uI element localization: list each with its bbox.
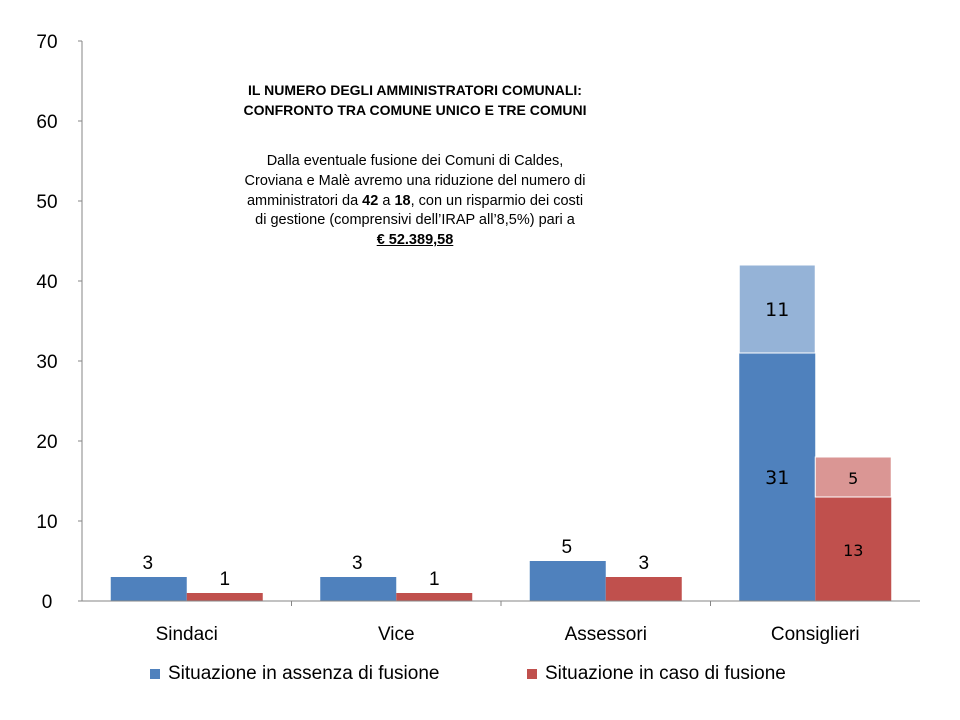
y-tick-label: 70: [36, 32, 58, 53]
bar: [606, 577, 682, 601]
x-tick-label: Vice: [377, 624, 415, 645]
annotation-title-line-1: IL NUMERO DEGLI AMMINISTRATORI COMUNALI:: [248, 82, 582, 98]
data-label: 1: [219, 569, 231, 590]
x-tick-label: Sindaci: [155, 624, 218, 645]
x-axis: [82, 601, 920, 645]
bar: [530, 561, 606, 601]
legend-item-no-fusion: [150, 663, 439, 685]
y-tick-label: 0: [41, 592, 53, 613]
y-tick-label: 50: [36, 192, 58, 213]
y-tick-label: 20: [36, 432, 58, 453]
data-label: 5: [848, 469, 859, 488]
x-tick-label: Assessori: [564, 624, 647, 645]
annotation-value-after: 18: [394, 192, 411, 209]
data-label: 3: [142, 553, 154, 574]
legend-swatch-red: [527, 669, 537, 679]
legend-swatch-blue: [150, 669, 160, 679]
bar: [320, 577, 396, 601]
y-tick-label: 30: [36, 352, 58, 373]
x-tick-label: Consiglieri: [770, 624, 860, 645]
bars: [111, 265, 892, 601]
data-label: 5: [561, 537, 573, 558]
annotation-savings-amount: € 52.389,58: [376, 232, 454, 249]
y-tick-label: 60: [36, 112, 58, 133]
chart-legend: [0, 660, 960, 688]
y-tick-label: 10: [36, 512, 58, 533]
annotation-body-line-2: Croviana e Malè avremo una riduzione del numero di: [244, 172, 586, 189]
data-label: 3: [638, 553, 650, 574]
data-label: 1: [428, 569, 440, 590]
chart-annotation-title: [150, 80, 680, 120]
y-tick-label: 40: [36, 272, 58, 293]
data-label: 13: [843, 541, 864, 560]
data-label: 3: [351, 553, 363, 574]
y-axis: [36, 32, 82, 613]
annotation-title-line-2: CONFRONTO TRA COMUNE UNICO E TRE COMUNI: [243, 102, 587, 118]
annotation-body-line-3: [150, 192, 680, 212]
annotation-text: a: [378, 192, 395, 209]
annotation-body-line-1: Dalla eventuale fusione dei Comuni di Caldes,: [266, 153, 564, 169]
legend-label: Situazione in caso di fusione: [545, 663, 786, 684]
bar: [187, 593, 263, 601]
annotation-body-line-4: di gestione (comprensivi dell’IRAP all’8,5%) pari a: [255, 212, 575, 229]
annotation-text: amministratori da: [246, 192, 363, 209]
legend-item-fusion: [527, 663, 786, 685]
annotation-text: , con un risparmio dei costi: [410, 192, 584, 209]
legend-label: Situazione in assenza di fusione: [168, 663, 440, 684]
data-label: 31: [765, 467, 790, 489]
bar: [111, 577, 187, 601]
chart-annotation-body: [150, 152, 680, 251]
bar: [396, 593, 472, 601]
annotation-value-before: 42: [362, 192, 379, 209]
data-label: 11: [765, 299, 790, 321]
